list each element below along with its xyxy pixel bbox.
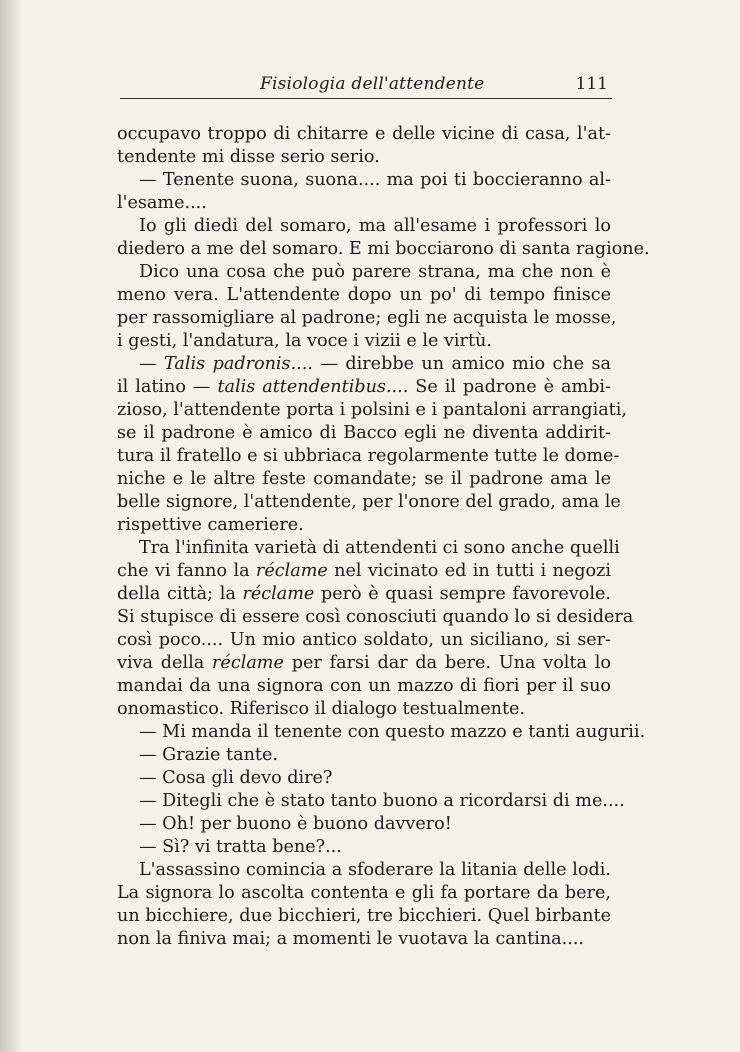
dialogue-line: — Cosa gli devo dire? bbox=[139, 768, 333, 788]
text-line: Io gli diedi del somaro, ma all'esame i professori lo bbox=[139, 216, 611, 236]
text-line: tendente mi disse serio serio. bbox=[117, 147, 380, 167]
text-line bbox=[117, 560, 611, 583]
text-line: Tra l'infinita varietà di attendenti ci sono anche quelli bbox=[139, 538, 620, 558]
text-line: La signora lo ascolta contenta e gli fa portare da bere, bbox=[117, 883, 611, 903]
text-line: un bicchiere, due bicchieri, tre bicchieri. Quel birbante bbox=[117, 906, 611, 926]
italic-word: réclame bbox=[242, 584, 315, 604]
text-run: viva della bbox=[117, 653, 213, 673]
italic-word: réclame bbox=[212, 653, 284, 673]
text-line: zioso, l'attendente porta i polsini e i pantaloni arrangiati, bbox=[117, 400, 627, 420]
text-line: — Tenente suona, suona.... ma poi ti boccieranno al- bbox=[139, 170, 611, 190]
text-line bbox=[117, 353, 611, 376]
latin-phrase: talis attendentibus.... bbox=[217, 377, 409, 397]
text-line: l'esame.... bbox=[117, 193, 207, 213]
body-text bbox=[117, 123, 650, 951]
text-line: meno vera. L'attendente dopo un po' di tempo finisce bbox=[117, 285, 611, 305]
dialogue-line: — Mi manda il tenente con questo mazzo e tanti augurii. bbox=[139, 722, 646, 742]
text-line: i gesti, l'andatura, la voce i vizii e le virtù. bbox=[117, 331, 492, 351]
text-run: della città; la bbox=[117, 584, 243, 604]
text-line: non la finiva mai; a momenti le vuotava la cantina.... bbox=[117, 929, 585, 949]
text-line bbox=[117, 583, 611, 606]
text-line: se il padrone è amico di Bacco egli ne diventa addirit- bbox=[117, 423, 611, 443]
text-line: Dico una cosa che può parere strana, ma che non è bbox=[139, 262, 611, 282]
dialogue-line: — Grazie tante. bbox=[139, 745, 279, 765]
text-line: così poco.... Un mio antico soldato, un siciliano, si ser- bbox=[117, 630, 611, 650]
text-line: per rassomigliare al padrone; egli ne acquista le mosse, bbox=[117, 308, 617, 328]
text-run: però è quasi sempre favorevole. bbox=[314, 584, 611, 604]
text-line: mandai da una signora con un mazzo di fiori per il suo bbox=[117, 676, 611, 696]
text-line: onomastico. Riferisco il dialogo testualmente. bbox=[117, 699, 526, 719]
italic-word: réclame bbox=[255, 561, 328, 581]
text-line: Si stupisce di essere così conosciuti quando lo si desidera bbox=[117, 607, 634, 627]
page-gutter-shadow bbox=[0, 0, 22, 1052]
text-run: Se il padrone è ambi- bbox=[408, 377, 611, 397]
text-line: tura il fratello e si ubbriaca regolarmente tutte le dome- bbox=[117, 446, 620, 466]
text-run: — direbbe un amico mio che sa bbox=[312, 354, 612, 374]
text-run: nel vicinato ed in tutti i negozi bbox=[327, 561, 611, 581]
dialogue-line: — Sì? vi tratta bene?... bbox=[139, 837, 342, 857]
text-run: che vi fanno la bbox=[117, 561, 256, 581]
running-title: Fisiologia dell'attendente bbox=[260, 74, 485, 94]
page-number: 111 bbox=[575, 74, 608, 94]
text-run: per farsi dar da bere. Una volta lo bbox=[283, 653, 611, 673]
page-header bbox=[120, 72, 612, 99]
text-line: diedero a me del somaro. E mi bocciarono di santa ragione. bbox=[117, 239, 650, 259]
text-line bbox=[117, 652, 611, 675]
text-line: occupavo troppo di chitarre e delle vicine di casa, l'at- bbox=[117, 124, 611, 144]
text-line bbox=[117, 376, 611, 399]
text-line: rispettive cameriere. bbox=[117, 515, 304, 535]
dialogue-line: — Ditegli che è stato tanto buono a ricordarsi di me.... bbox=[139, 791, 625, 811]
text-line: niche e le altre feste comandate; se il padrone ama le bbox=[117, 469, 611, 489]
latin-phrase: Talis padronis.... bbox=[164, 354, 313, 374]
text-run: il latino — bbox=[117, 377, 218, 397]
dialogue-line: — Oh! per buono è buono davvero! bbox=[139, 814, 452, 834]
text-line: L'assassino comincia a sfoderare la litania delle lodi. bbox=[139, 860, 611, 880]
dash: — bbox=[139, 354, 165, 374]
text-line: belle signore, l'attendente, per l'onore del grado, ama le bbox=[117, 492, 621, 512]
